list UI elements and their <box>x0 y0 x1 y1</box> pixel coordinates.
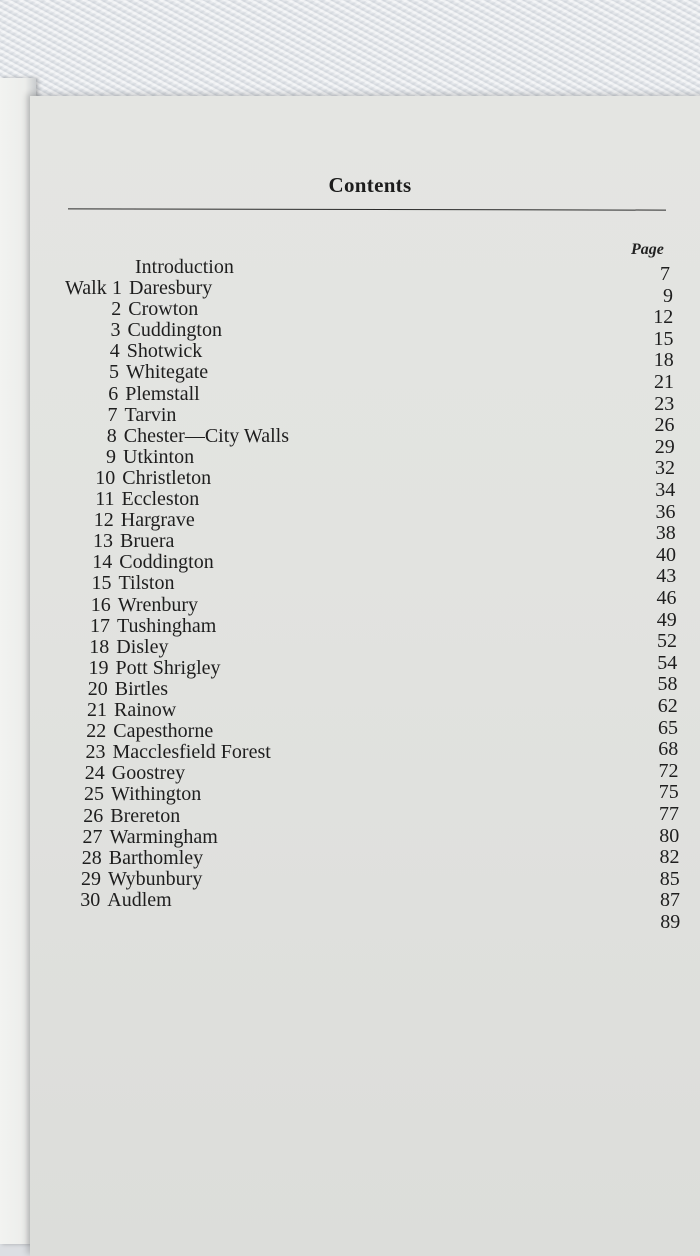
toc-entry <box>90 277 212 299</box>
walk-name: Audlem <box>107 888 172 911</box>
walk-number: 2 <box>111 298 122 321</box>
walk-number: 13 <box>93 530 113 553</box>
walk-number: 22 <box>86 720 107 743</box>
toc-entry-page-number: 7 <box>660 263 670 285</box>
walk-name: Tushingham <box>117 614 217 637</box>
toc-entry <box>84 446 194 468</box>
toc-entry <box>89 298 198 320</box>
toc-entry <box>89 319 222 341</box>
toc-entry <box>81 530 174 552</box>
walk-name: Withington <box>111 783 202 806</box>
walk-name: Capesthorne <box>113 720 214 743</box>
walk-name: Tarvin <box>124 403 177 426</box>
page-title: Contents <box>328 173 412 197</box>
walk-page-number: 89 <box>660 911 681 933</box>
walk-number: 21 <box>87 699 107 721</box>
walk-name: Brereton <box>110 804 181 827</box>
walk-name: Wybunbury <box>108 867 203 890</box>
walk-page-number: 15 <box>653 327 674 350</box>
toc-entry <box>76 678 168 700</box>
walk-page-number: 54 <box>657 651 678 674</box>
walk-number: 12 <box>93 509 114 532</box>
walk-page-number: 46 <box>656 587 677 609</box>
walk-number: 20 <box>87 677 108 700</box>
toc-entry <box>68 889 171 911</box>
walk-number: 1 <box>112 277 122 299</box>
toc-entry <box>74 741 271 763</box>
toc-entry <box>88 340 203 362</box>
toc-entry-label: Introduction <box>135 256 234 278</box>
walk-name: Goostrey <box>111 762 186 785</box>
walk-number: 25 <box>84 783 104 806</box>
walk-number: 30 <box>80 888 101 911</box>
walk-name: Bruera <box>120 530 175 553</box>
walk-page-number: 9 <box>663 284 673 307</box>
walk-number: 8 <box>106 424 117 447</box>
walk-name: Macclesfield Forest <box>112 741 271 764</box>
walk-number: 29 <box>81 867 101 890</box>
walk-page-number: 18 <box>653 349 674 372</box>
toc-entry-introduction <box>135 256 234 278</box>
walk-number: 6 <box>108 382 119 405</box>
toc-entry <box>80 551 213 573</box>
walk-page-number: 38 <box>655 522 676 545</box>
walk-number: 16 <box>90 593 111 616</box>
walk-name: Utkinton <box>123 445 195 468</box>
walk-page-number: 43 <box>656 565 677 588</box>
toc-entry <box>79 594 198 616</box>
walk-name: Coddington <box>119 551 214 574</box>
walk-number: 24 <box>84 762 105 785</box>
walk-name: Chester—City Walls <box>123 424 289 447</box>
toc-entry <box>73 762 185 784</box>
toc-entry <box>77 657 221 679</box>
walk-name: Birtles <box>114 677 169 700</box>
walk-name: Crowton <box>128 298 199 321</box>
toc-entry <box>78 615 216 637</box>
walk-page-number: 80 <box>659 824 680 847</box>
walk-name: Rainow <box>114 699 177 721</box>
walk-page-number: 52 <box>657 630 677 653</box>
walk-number: 26 <box>83 804 104 827</box>
walk-page-number: 82 <box>659 846 680 869</box>
walk-page-number: 65 <box>658 716 678 739</box>
walk-name: Eccleston <box>121 488 200 510</box>
walk-page-number: 12 <box>653 306 674 329</box>
toc-entry <box>77 636 168 658</box>
toc-entry <box>74 720 213 742</box>
toc-entry <box>83 488 200 510</box>
toc-entry <box>69 868 202 890</box>
walk-page-number: 58 <box>657 673 678 696</box>
walk-number: 27 <box>82 825 103 848</box>
toc-entry <box>70 847 203 869</box>
toc-entry <box>80 572 175 594</box>
walk-number: 18 <box>89 635 110 658</box>
walk-number: 4 <box>109 340 120 363</box>
toc-entry <box>71 826 218 848</box>
page-column-header: Page <box>631 241 664 258</box>
toc-entry <box>82 509 195 531</box>
walk-page-number: 32 <box>655 457 675 480</box>
walk-page-number: 21 <box>654 371 674 393</box>
walk-name: Christleton <box>122 466 212 489</box>
walk-page-number: 68 <box>658 738 679 761</box>
walk-page-number: 85 <box>659 867 680 890</box>
toc-entry <box>85 425 289 447</box>
walk-name: Daresbury <box>129 277 213 299</box>
toc-entry <box>83 467 211 489</box>
walk-page-number: 77 <box>659 803 679 825</box>
toc-entry <box>87 361 208 383</box>
walk-name: Plemstall <box>125 382 200 405</box>
walk-page-number: 62 <box>657 695 678 717</box>
walk-page-number: 26 <box>654 414 675 437</box>
walk-number: 10 <box>95 466 116 489</box>
toc-entry <box>72 783 201 805</box>
walk-name: Barthomley <box>108 846 204 869</box>
walk-number: 3 <box>110 319 121 342</box>
walk-name: Hargrave <box>120 509 195 532</box>
walk-page-number: 72 <box>658 759 679 782</box>
walk-name: Pott Shrigley <box>115 656 221 679</box>
walk-page-number: 49 <box>656 608 677 631</box>
walk-number: 28 <box>81 846 102 869</box>
walk-page-number: 40 <box>656 543 676 566</box>
walk-name: Disley <box>116 635 169 658</box>
walk-page-number: 34 <box>655 479 676 501</box>
walk-name: Tilston <box>118 572 175 595</box>
toc-entry <box>71 805 180 827</box>
walk-name: Cuddington <box>127 319 222 342</box>
walk-name: Whitegate <box>126 361 209 384</box>
walk-page-number: 23 <box>654 392 675 415</box>
walk-number: 7 <box>107 403 118 426</box>
walk-number: 17 <box>90 614 110 637</box>
walk-number: 9 <box>106 445 116 468</box>
walk-page-number: 87 <box>660 889 680 912</box>
walk-page-number: 29 <box>654 435 675 458</box>
walk-label: Walk <box>65 277 107 299</box>
walk-number: 11 <box>95 488 115 510</box>
walk-name: Warmingham <box>109 825 218 848</box>
walk-name: Wrenbury <box>117 593 199 616</box>
walk-number: 23 <box>85 741 106 764</box>
walk-number: 5 <box>109 361 119 384</box>
walk-name: Shotwick <box>126 340 203 363</box>
toc-entry <box>86 383 199 405</box>
walk-page-number: 75 <box>658 781 679 804</box>
toc-entry <box>75 699 176 721</box>
walk-number: 14 <box>92 551 113 574</box>
toc-entry <box>86 404 177 426</box>
walk-number: 15 <box>91 572 112 595</box>
walk-number: 19 <box>88 656 109 679</box>
walk-page-number: 36 <box>655 500 676 523</box>
